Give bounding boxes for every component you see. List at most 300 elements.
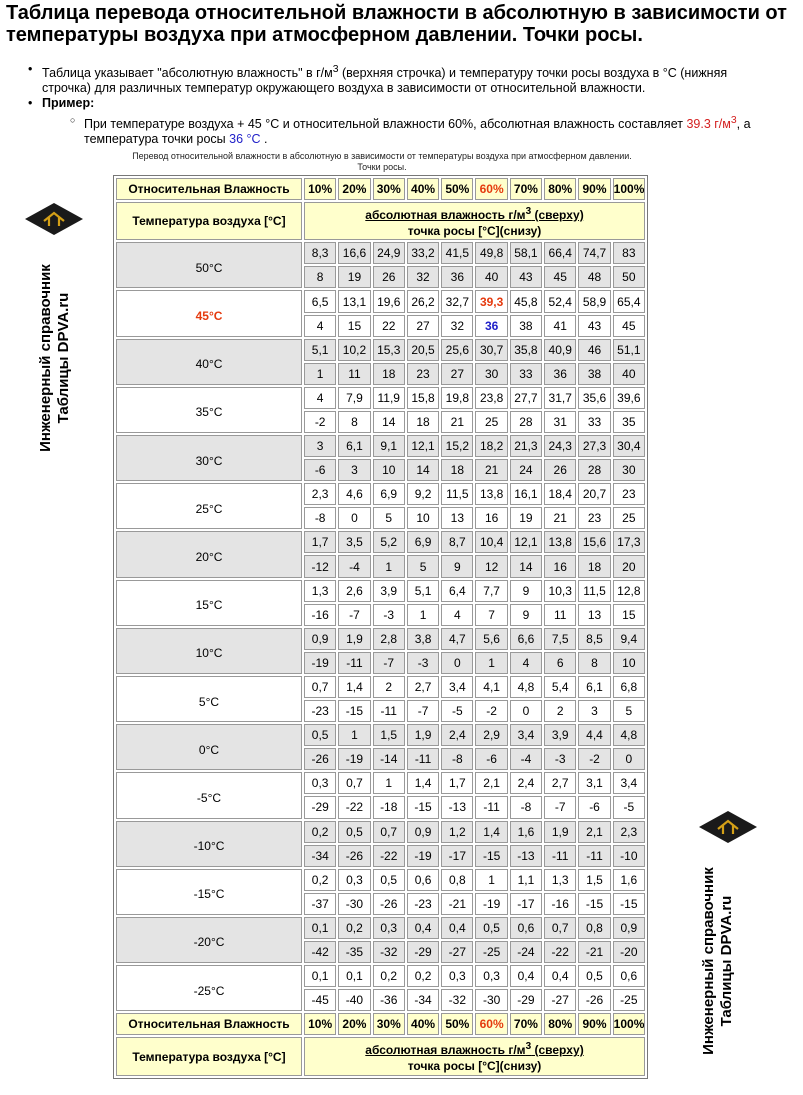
abs-humidity-cell: 30,7 [475, 339, 507, 361]
dew-point-cell: 36 [544, 363, 576, 385]
rh-value: 30% [373, 178, 405, 200]
abs-humidity-cell: 1,4 [338, 676, 370, 698]
air-temperature: -10°С [116, 821, 302, 867]
dew-point-cell: 27 [441, 363, 473, 385]
air-temperature: -25°С [116, 965, 302, 1011]
dew-point-cell: -4 [510, 748, 542, 770]
abs-humidity-cell: 6,8 [613, 676, 645, 698]
abs-humidity-cell: 4,4 [578, 724, 610, 746]
dew-point-cell: -15 [578, 893, 610, 915]
dew-point-cell: 5 [373, 507, 405, 529]
bottom-units-header-row [116, 1037, 645, 1076]
dew-point-cell: 19 [338, 266, 370, 288]
abs-humidity-cell: 15,2 [441, 435, 473, 457]
dew-point-cell: -16 [544, 893, 576, 915]
abs-humidity-cell: 6,1 [578, 676, 610, 698]
abs-humidity-cell: 0,1 [304, 965, 336, 987]
table-row-abs [116, 965, 645, 987]
abs-humidity-cell: 4,1 [475, 676, 507, 698]
air-temperature: 35°С [116, 387, 302, 433]
dew-point-cell: -19 [407, 845, 439, 867]
dew-point-cell: 43 [578, 315, 610, 337]
dew-point-cell: 18 [407, 411, 439, 433]
rh-value: 10% [304, 1013, 336, 1035]
abs-humidity-cell: 20,7 [578, 483, 610, 505]
dpva-logo-right [698, 808, 798, 1068]
dew-point-cell: 4 [304, 315, 336, 337]
dew-point-cell: 4 [510, 652, 542, 674]
dew-point-cell: 14 [373, 411, 405, 433]
dew-point-cell: 38 [578, 363, 610, 385]
rh-value: 30% [373, 1013, 405, 1035]
abs-humidity-cell: 19,6 [373, 290, 405, 312]
abs-humidity-cell: 13,1 [338, 290, 370, 312]
example-label: Пример: [42, 96, 95, 111]
dew-point-cell: 0 [510, 700, 542, 722]
abs-humidity-cell: 13,8 [544, 531, 576, 553]
abs-humidity-cell: 0,4 [544, 965, 576, 987]
abs-humidity-cell: 0,3 [441, 965, 473, 987]
dew-point-cell: 8 [578, 652, 610, 674]
dew-point-cell: -34 [304, 845, 336, 867]
dew-point-cell: 30 [613, 459, 645, 481]
dew-point-cell: -19 [338, 748, 370, 770]
abs-humidity-cell: 6,4 [441, 580, 473, 602]
abs-humidity-cell: 1,1 [510, 869, 542, 891]
dew-point-cell: -7 [338, 604, 370, 626]
dew-point-cell: -27 [441, 941, 473, 963]
air-temperature: 10°С [116, 628, 302, 674]
abs-humidity-cell: 24,3 [544, 435, 576, 457]
dew-point-cell: 40 [475, 266, 507, 288]
abs-humidity-cell: 2,1 [578, 821, 610, 843]
abs-humidity-cell: 0,7 [338, 772, 370, 794]
dew-point-cell: 28 [510, 411, 542, 433]
abs-humidity-cell: 2,3 [613, 821, 645, 843]
abs-humidity-cell: 10,3 [544, 580, 576, 602]
dew-point-cell: -5 [613, 796, 645, 818]
abs-humidity-cell: 27,3 [578, 435, 610, 457]
abs-humidity-cell: 2,3 [304, 483, 336, 505]
dew-point-cell: -2 [304, 411, 336, 433]
rh-value: 100% [613, 178, 645, 200]
dew-point-cell: -2 [475, 700, 507, 722]
abs-humidity-cell: 0,4 [441, 917, 473, 939]
dew-point-cell: -25 [475, 941, 507, 963]
bottom-rh-header-row [116, 1013, 645, 1035]
rh-value: 100% [613, 1013, 645, 1035]
abs-humidity-cell: 1 [338, 724, 370, 746]
abs-humidity-cell: 74,7 [578, 242, 610, 264]
dew-point-cell: -22 [338, 796, 370, 818]
abs-humidity-cell: 2,9 [475, 724, 507, 746]
dew-point-cell: -35 [338, 941, 370, 963]
abs-humidity-cell: 35,6 [578, 387, 610, 409]
abs-humidity-cell: 0,7 [544, 917, 576, 939]
example-item [28, 96, 768, 147]
dew-point-cell: -11 [578, 845, 610, 867]
abs-humidity-cell: 0,2 [373, 965, 405, 987]
table-row-abs [116, 628, 645, 650]
abs-humidity-cell: 58,1 [510, 242, 542, 264]
abs-humidity-cell: 20,5 [407, 339, 439, 361]
abs-humidity-cell: 15,6 [578, 531, 610, 553]
abs-humidity-cell: 4,6 [338, 483, 370, 505]
dew-point-cell: 36 [475, 315, 507, 337]
abs-humidity-cell: 1,9 [544, 821, 576, 843]
abs-humidity-cell: 3,9 [544, 724, 576, 746]
dew-point-cell: -19 [475, 893, 507, 915]
abs-humidity-cell: 8,7 [441, 531, 473, 553]
abs-humidity-cell: 2,8 [373, 628, 405, 650]
top-units-header-row [116, 202, 645, 240]
dew-point-cell: 5 [407, 555, 439, 577]
dew-point-cell: 14 [407, 459, 439, 481]
dew-point-cell: 18 [441, 459, 473, 481]
abs-humidity-cell: 12,1 [407, 435, 439, 457]
abs-humidity-cell: 35,8 [510, 339, 542, 361]
rh-value: 20% [338, 178, 370, 200]
rh-value: 50% [441, 178, 473, 200]
dew-point-cell: -11 [338, 652, 370, 674]
dew-point-cell: -29 [407, 941, 439, 963]
dew-point-cell: -17 [441, 845, 473, 867]
dew-point-cell: 21 [544, 507, 576, 529]
abs-humidity-cell: 1,3 [544, 869, 576, 891]
abs-humidity-cell: 6,5 [304, 290, 336, 312]
rh-value: 80% [544, 1013, 576, 1035]
dew-point-cell: -23 [304, 700, 336, 722]
humidity-table [113, 175, 648, 1079]
abs-humidity-cell: 15,8 [407, 387, 439, 409]
dew-point-cell: 9 [510, 604, 542, 626]
abs-humidity-cell: 1,4 [407, 772, 439, 794]
abs-humidity-cell: 2,4 [441, 724, 473, 746]
rh-value: 80% [544, 178, 576, 200]
abs-humidity-cell: 19,8 [441, 387, 473, 409]
dew-point-cell: 41 [544, 315, 576, 337]
dew-point-cell: 9 [441, 555, 473, 577]
table-row-abs [116, 531, 645, 553]
rh-value: 70% [510, 178, 542, 200]
dew-point-cell: -27 [544, 989, 576, 1011]
table-row-abs [116, 435, 645, 457]
abs-humidity-cell: 0,3 [304, 772, 336, 794]
logo-line2: Таблицы DPVA.ru [55, 292, 72, 424]
abs-humidity-cell: 0,9 [407, 821, 439, 843]
dpva-logo-left [10, 200, 105, 460]
dew-point-cell: -15 [338, 700, 370, 722]
dew-point-cell: 28 [578, 459, 610, 481]
abs-humidity-cell: 4,8 [613, 724, 645, 746]
dew-point-cell: -12 [304, 555, 336, 577]
abs-humidity-cell: 5,4 [544, 676, 576, 698]
dew-point-cell: 3 [578, 700, 610, 722]
abs-humidity-cell: 0,7 [304, 676, 336, 698]
abs-humidity-cell: 0,1 [338, 965, 370, 987]
dew-point-cell: 15 [613, 604, 645, 626]
abs-humidity-cell: 0,5 [475, 917, 507, 939]
dew-point-cell: 31 [544, 411, 576, 433]
abs-humidity-cell: 66,4 [544, 242, 576, 264]
dew-point-cell: 25 [613, 507, 645, 529]
dew-point-cell: -3 [373, 604, 405, 626]
dew-point-cell: -42 [304, 941, 336, 963]
dew-point-cell: 36 [441, 266, 473, 288]
table-row-abs [116, 724, 645, 746]
abs-humidity-cell: 27,7 [510, 387, 542, 409]
dew-point-cell: 13 [441, 507, 473, 529]
dew-point-cell: -13 [510, 845, 542, 867]
example-text: ○ При температуре воздуха + 45 °С и относительной влажности 60%, абсолютная влажность составляет 39.3 $г/м^3$, а температура точки росы 36 °С . [70, 113, 768, 147]
abs-humidity-cell: 11,5 [441, 483, 473, 505]
air-temperature: -5°С [116, 772, 302, 818]
abs-humidity-cell: 1,2 [441, 821, 473, 843]
dew-point-cell: -17 [510, 893, 542, 915]
abs-humidity-cell: 5,6 [475, 628, 507, 650]
dew-point-cell: -16 [304, 604, 336, 626]
temperature-label: Температура воздуха [°С] [116, 1037, 302, 1076]
abs-humidity-cell: 45,8 [510, 290, 542, 312]
dew-point-cell: -22 [373, 845, 405, 867]
abs-humidity-cell: 1,7 [304, 531, 336, 553]
dew-point-cell: 11 [338, 363, 370, 385]
abs-humidity-cell: 11,5 [578, 580, 610, 602]
dew-point-cell: 19 [510, 507, 542, 529]
dew-point-cell: -11 [544, 845, 576, 867]
page-title: Таблица перевода относительной влажности в абсолютную в зависимости от температуры воздуха при атмосферном давлении. Точки росы. [6, 2, 787, 46]
dew-point-cell: 12 [475, 555, 507, 577]
dew-point-cell: 10 [613, 652, 645, 674]
dew-point-cell: -19 [304, 652, 336, 674]
abs-humidity-cell: 24,9 [373, 242, 405, 264]
dew-point-cell: -21 [578, 941, 610, 963]
dew-point-cell: 38 [510, 315, 542, 337]
dew-point-cell: -36 [373, 989, 405, 1011]
table-row-abs [116, 676, 645, 698]
dew-point-cell: -10 [613, 845, 645, 867]
dew-point-cell: 0 [613, 748, 645, 770]
dew-point-cell: 21 [441, 411, 473, 433]
dew-point-cell: -30 [475, 989, 507, 1011]
abs-humidity-cell: 6,6 [510, 628, 542, 650]
abs-humidity-cell: 39,6 [613, 387, 645, 409]
dew-point-cell: 25 [475, 411, 507, 433]
rh-value: 10% [304, 178, 336, 200]
abs-humidity-cell: 0,9 [304, 628, 336, 650]
rh-value: 60% [475, 1013, 507, 1035]
dew-point-cell: 6 [544, 652, 576, 674]
dew-point-cell: -6 [304, 459, 336, 481]
dew-point-cell: 7 [475, 604, 507, 626]
dew-point-cell: -32 [441, 989, 473, 1011]
dew-point-cell: 10 [373, 459, 405, 481]
abs-humidity-cell: 0,2 [338, 917, 370, 939]
dew-point-cell: 40 [613, 363, 645, 385]
dew-point-cell: 16 [475, 507, 507, 529]
dew-point-cell: 26 [373, 266, 405, 288]
dew-point-cell: 45 [613, 315, 645, 337]
abs-humidity-cell: 5,1 [304, 339, 336, 361]
dew-point-cell: 30 [475, 363, 507, 385]
temperature-label: Температура воздуха [°С] [116, 202, 302, 240]
logo-line1: Инженерный справочник [700, 867, 717, 1055]
abs-humidity-cell: 1,5 [578, 869, 610, 891]
dew-point-cell: 1 [304, 363, 336, 385]
abs-humidity-cell: 0,5 [578, 965, 610, 987]
abs-humidity-cell: 0,3 [338, 869, 370, 891]
air-temperature: -15°С [116, 869, 302, 915]
abs-humidity-cell: 17,3 [613, 531, 645, 553]
dew-point-cell: -11 [475, 796, 507, 818]
abs-humidity-cell: 1,9 [338, 628, 370, 650]
dew-point-cell: 0 [441, 652, 473, 674]
dew-point-cell: 18 [373, 363, 405, 385]
dew-point-cell: -23 [407, 893, 439, 915]
dew-point-cell: -3 [407, 652, 439, 674]
dew-point-cell: -37 [304, 893, 336, 915]
abs-humidity-cell: 83 [613, 242, 645, 264]
air-temperature: 30°С [116, 435, 302, 481]
abs-humidity-cell: 58,9 [578, 290, 610, 312]
dew-point-cell: -26 [304, 748, 336, 770]
dew-point-cell: -26 [373, 893, 405, 915]
dew-point-cell: -7 [407, 700, 439, 722]
table-row-abs [116, 821, 645, 843]
abs-humidity-cell: 16,6 [338, 242, 370, 264]
dew-point-cell: 24 [510, 459, 542, 481]
dew-point-cell: 32 [407, 266, 439, 288]
dew-point-cell: -2 [578, 748, 610, 770]
abs-humidity-cell: 9,1 [373, 435, 405, 457]
dew-point-cell: -18 [373, 796, 405, 818]
abs-humidity-cell: 0,7 [373, 821, 405, 843]
abs-humidity-cell: 2,7 [407, 676, 439, 698]
abs-humidity-cell: 0,2 [407, 965, 439, 987]
table-row-abs [116, 580, 645, 602]
dew-point-cell: 26 [544, 459, 576, 481]
abs-humidity-cell: 1 [373, 772, 405, 794]
abs-humidity-cell: 5,2 [373, 531, 405, 553]
dew-point-cell: -4 [338, 555, 370, 577]
dew-point-cell: -29 [304, 796, 336, 818]
dew-point-cell: 43 [510, 266, 542, 288]
abs-humidity-cell: 0,2 [304, 821, 336, 843]
dew-point-cell: 35 [613, 411, 645, 433]
abs-humidity-cell: 1,6 [613, 869, 645, 891]
abs-humidity-cell: 3,4 [613, 772, 645, 794]
abs-humidity-cell: 0,8 [578, 917, 610, 939]
dew-point-cell: 32 [441, 315, 473, 337]
abs-humidity-cell: 32,7 [441, 290, 473, 312]
abs-humidity-cell: 16,1 [510, 483, 542, 505]
rh-label: Относительная Влажность [116, 178, 302, 200]
abs-humidity-cell: 1,9 [407, 724, 439, 746]
abs-humidity-cell: 33,2 [407, 242, 439, 264]
abs-humidity-cell: 13,8 [475, 483, 507, 505]
abs-humidity-cell: 0,3 [475, 965, 507, 987]
rh-value: 20% [338, 1013, 370, 1035]
table-row-abs [116, 387, 645, 409]
air-temperature: 45°С [116, 290, 302, 336]
abs-humidity-cell: 5,1 [407, 580, 439, 602]
abs-humidity-cell: 2 [373, 676, 405, 698]
abs-humidity-cell: 2,7 [544, 772, 576, 794]
table-row-abs [116, 917, 645, 939]
example-dew-value: 36 °С [229, 132, 261, 147]
table-row-abs [116, 772, 645, 794]
dew-point-cell: -26 [338, 845, 370, 867]
abs-humidity-cell: 3,8 [407, 628, 439, 650]
dpva-diamond-icon [698, 810, 758, 844]
abs-humidity-cell: 31,7 [544, 387, 576, 409]
table-row-abs [116, 339, 645, 361]
dew-point-cell: -21 [441, 893, 473, 915]
abs-humidity-cell: 3,5 [338, 531, 370, 553]
dew-point-cell: -29 [510, 989, 542, 1011]
abs-humidity-cell: 7,9 [338, 387, 370, 409]
abs-humidity-cell: 0,2 [304, 869, 336, 891]
abs-humidity-cell: 52,4 [544, 290, 576, 312]
abs-humidity-cell: 0,5 [373, 869, 405, 891]
abs-humidity-cell: 0,5 [338, 821, 370, 843]
abs-humidity-cell: 18,2 [475, 435, 507, 457]
dew-point-cell: 2 [544, 700, 576, 722]
abs-humidity-cell: 1,7 [441, 772, 473, 794]
rh-value: 90% [578, 1013, 610, 1035]
abs-humidity-cell: 30,4 [613, 435, 645, 457]
dew-point-cell: -15 [613, 893, 645, 915]
abs-humidity-cell: 7,7 [475, 580, 507, 602]
units-label: абсолютная влажность $г/м^3$ (сверху) точка росы [°С](снизу) [304, 202, 645, 240]
dew-point-cell: -15 [407, 796, 439, 818]
abs-humidity-cell: 23,8 [475, 387, 507, 409]
abs-humidity-cell: 0,5 [304, 724, 336, 746]
abs-humidity-cell: 9,4 [613, 628, 645, 650]
air-temperature: 15°С [116, 580, 302, 626]
abs-humidity-cell: 0,3 [373, 917, 405, 939]
dew-point-cell: 23 [578, 507, 610, 529]
abs-humidity-cell: 6,1 [338, 435, 370, 457]
dew-point-cell: 13 [578, 604, 610, 626]
dew-point-cell: 22 [373, 315, 405, 337]
abs-humidity-cell: 8,3 [304, 242, 336, 264]
abs-humidity-cell: 10,4 [475, 531, 507, 553]
abs-humidity-cell: 2,6 [338, 580, 370, 602]
abs-humidity-cell: 12,1 [510, 531, 542, 553]
dew-point-cell: 16 [544, 555, 576, 577]
abs-humidity-cell: 39,3 [475, 290, 507, 312]
abs-humidity-cell: 0,6 [510, 917, 542, 939]
dew-point-cell: -34 [407, 989, 439, 1011]
dew-point-cell: 20 [613, 555, 645, 577]
dew-point-cell: -7 [373, 652, 405, 674]
dew-point-cell: -45 [304, 989, 336, 1011]
abs-humidity-cell: 1 [475, 869, 507, 891]
abs-humidity-cell: 40,9 [544, 339, 576, 361]
dew-point-cell: -13 [441, 796, 473, 818]
dew-point-cell: 48 [578, 266, 610, 288]
dew-point-cell: 45 [544, 266, 576, 288]
dew-point-cell: -15 [475, 845, 507, 867]
rh-value: 70% [510, 1013, 542, 1035]
abs-humidity-cell: 0,8 [441, 869, 473, 891]
abs-humidity-cell: 6,9 [407, 531, 439, 553]
air-temperature: 20°С [116, 531, 302, 577]
table-row-abs [116, 242, 645, 264]
abs-humidity-cell: 7,5 [544, 628, 576, 650]
dew-point-cell: -11 [373, 700, 405, 722]
